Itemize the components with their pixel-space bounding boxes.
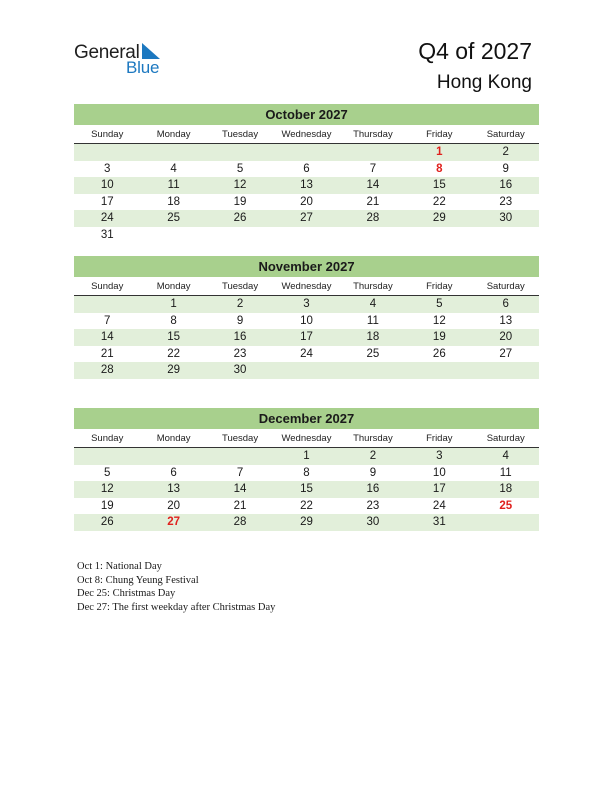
day-cell: 23 (499, 195, 513, 208)
day-cell: 28 (100, 364, 114, 377)
day-cell: 2 (236, 298, 244, 310)
day-cell: 22 (167, 347, 181, 360)
weekday-label: Sunday (91, 433, 124, 444)
month-header: December 2027 (74, 408, 539, 429)
weekday-label: Saturday (486, 129, 525, 140)
day-cell (207, 144, 273, 161)
day-cell: 17 (100, 195, 114, 208)
day-cell: 30 (366, 516, 380, 529)
day-cell (340, 362, 406, 379)
weekday-label: Thursday (353, 129, 393, 140)
day-cell: 26 (100, 516, 114, 529)
day-cell: 4 (170, 162, 177, 175)
day-cell: 28 (233, 516, 247, 529)
week-row (74, 481, 539, 498)
day-cell (273, 362, 339, 379)
day-cell: 8 (170, 314, 177, 327)
day-cell: 4 (502, 450, 509, 462)
weekday-label: Monday (156, 129, 191, 140)
week-row (74, 313, 539, 330)
weekday-label: Tuesday (222, 129, 259, 140)
day-cell: 24 (300, 347, 313, 360)
day-cell (473, 227, 539, 244)
day-cell (74, 144, 140, 161)
day-cell: 19 (432, 331, 446, 344)
day-cell: 6 (303, 162, 310, 175)
day-cell: 11 (366, 314, 379, 327)
weekday-row (74, 277, 539, 296)
day-cell: 6 (502, 298, 509, 310)
day-cell: 27 (300, 212, 313, 225)
day-cell: 24 (100, 212, 114, 225)
day-cell: 31 (432, 516, 446, 529)
day-cell: 22 (432, 195, 446, 208)
month-block (74, 104, 539, 244)
weekday-label: Tuesday (222, 281, 259, 292)
day-cell: 1 (303, 450, 310, 462)
day-cell (140, 448, 206, 465)
day-cell: 23 (366, 499, 380, 512)
day-cell: 16 (499, 179, 513, 192)
week-row (74, 362, 539, 379)
day-cell: 18 (167, 195, 181, 208)
day-cell (273, 227, 339, 244)
day-cell: 31 (100, 228, 114, 241)
holiday-note: Dec 27: The first weekday after Christmas Day (77, 601, 276, 613)
day-cell: 7 (369, 162, 377, 175)
holiday-day-cell: 1 (436, 146, 443, 158)
week-row (74, 498, 539, 515)
day-cell: 23 (233, 347, 247, 360)
day-cell: 11 (167, 179, 180, 192)
day-cell: 14 (366, 179, 380, 192)
week-row (74, 144, 539, 161)
day-cell: 11 (499, 466, 512, 479)
logo-blue-text: Blue (126, 58, 160, 77)
week-row (74, 161, 539, 178)
week-row (74, 194, 539, 211)
day-cell: 30 (233, 364, 247, 377)
day-cell: 19 (100, 499, 114, 512)
day-cell (406, 227, 472, 244)
day-cell: 17 (300, 331, 313, 344)
day-cell: 21 (366, 195, 380, 208)
day-cell (140, 144, 206, 161)
day-cell (273, 144, 339, 161)
weekday-label: Thursday (353, 433, 393, 444)
day-cell: 29 (432, 212, 446, 225)
day-cell: 3 (104, 162, 111, 175)
day-cell: 25 (167, 212, 181, 225)
day-cell: 15 (432, 179, 446, 192)
holiday-note: Oct 1: National Day (77, 561, 162, 572)
weekday-label: Friday (426, 433, 453, 444)
day-cell: 5 (236, 162, 244, 175)
month-header: October 2027 (74, 104, 539, 125)
day-cell: 7 (104, 314, 111, 327)
day-cell: 22 (300, 499, 313, 512)
day-cell: 12 (233, 179, 247, 192)
day-cell: 18 (366, 331, 380, 344)
day-cell: 20 (499, 331, 513, 344)
day-cell: 10 (100, 179, 114, 192)
day-cell (207, 448, 273, 465)
day-cell: 6 (170, 466, 177, 479)
day-cell: 9 (502, 162, 509, 175)
holiday-note: Oct 8: Chung Yeung Festival (77, 574, 199, 586)
day-cell: 13 (167, 483, 181, 496)
day-cell: 10 (432, 466, 446, 479)
week-row (74, 448, 539, 465)
holiday-day-cell: 8 (436, 162, 443, 175)
day-cell: 19 (233, 195, 247, 208)
week-row (74, 465, 539, 482)
day-cell: 9 (369, 466, 377, 479)
day-cell: 28 (366, 212, 380, 225)
day-cell: 20 (300, 195, 313, 208)
page-title: Q4 of 2027 (418, 38, 532, 64)
weekday-label: Sunday (91, 129, 124, 140)
day-cell: 16 (366, 483, 380, 496)
week-row (74, 346, 539, 363)
logo (74, 42, 184, 82)
week-row (74, 227, 539, 244)
weekday-row (74, 429, 539, 448)
week-row (74, 296, 539, 313)
logo-general-text: General (74, 42, 140, 63)
day-cell: 12 (432, 314, 446, 327)
day-cell: 27 (499, 347, 513, 360)
day-cell: 20 (167, 499, 181, 512)
month-block (74, 408, 539, 531)
day-cell: 8 (303, 466, 310, 479)
day-cell: 1 (170, 298, 177, 310)
month-block (74, 256, 539, 379)
day-cell: 29 (300, 516, 313, 529)
weekday-label: Sunday (91, 281, 124, 292)
day-cell: 14 (100, 331, 114, 344)
holiday-note: Dec 25: Christmas Day (77, 588, 176, 599)
page-subtitle: Hong Kong (436, 72, 532, 93)
day-cell: 14 (233, 483, 247, 496)
day-cell: 2 (502, 146, 509, 158)
day-cell (406, 362, 472, 379)
day-cell: 15 (300, 483, 313, 496)
week-row (74, 210, 539, 227)
day-cell: 17 (432, 483, 446, 496)
weekday-label: Monday (156, 433, 191, 444)
day-cell: 5 (436, 298, 443, 310)
day-cell: 7 (236, 466, 244, 479)
day-cell (207, 227, 273, 244)
day-cell: 3 (436, 450, 443, 462)
day-cell (340, 227, 406, 244)
day-cell: 2 (369, 450, 377, 462)
weekday-label: Saturday (486, 433, 525, 444)
holiday-day-cell: 25 (499, 499, 513, 512)
weekday-label: Friday (426, 129, 453, 140)
weekday-label: Wednesday (281, 281, 332, 292)
day-cell: 9 (236, 314, 244, 327)
day-cell (140, 227, 206, 244)
holiday-notes (77, 560, 275, 614)
day-cell: 26 (432, 347, 446, 360)
day-cell: 29 (167, 364, 181, 377)
day-cell: 15 (167, 331, 181, 344)
day-cell: 18 (499, 483, 513, 496)
day-cell: 21 (100, 347, 114, 360)
day-cell (340, 144, 406, 161)
day-cell (473, 514, 539, 531)
week-row (74, 177, 539, 194)
day-cell: 5 (104, 466, 111, 479)
month-header: November 2027 (74, 256, 539, 277)
weekday-label: Saturday (486, 281, 525, 292)
holiday-day-cell: 27 (167, 516, 181, 529)
day-cell: 21 (233, 499, 247, 512)
weekday-label: Monday (156, 281, 191, 292)
weekday-row (74, 125, 539, 144)
day-cell (473, 362, 539, 379)
day-cell: 13 (300, 179, 313, 192)
day-cell (74, 448, 140, 465)
day-cell: 12 (100, 483, 114, 496)
day-cell (74, 296, 140, 313)
weekday-label: Tuesday (222, 433, 259, 444)
day-cell: 30 (499, 212, 513, 225)
day-cell: 24 (432, 499, 446, 512)
day-cell: 26 (233, 212, 247, 225)
day-cell: 4 (369, 298, 377, 310)
weekday-label: Wednesday (281, 433, 332, 444)
weekday-label: Friday (426, 281, 453, 292)
day-cell: 16 (233, 331, 247, 344)
week-row (74, 514, 539, 531)
week-row (74, 329, 539, 346)
day-cell: 25 (366, 347, 380, 360)
day-cell: 10 (300, 314, 313, 327)
day-cell: 13 (499, 314, 513, 327)
weekday-label: Wednesday (281, 129, 332, 140)
day-cell: 3 (303, 298, 310, 310)
weekday-label: Thursday (353, 281, 393, 292)
